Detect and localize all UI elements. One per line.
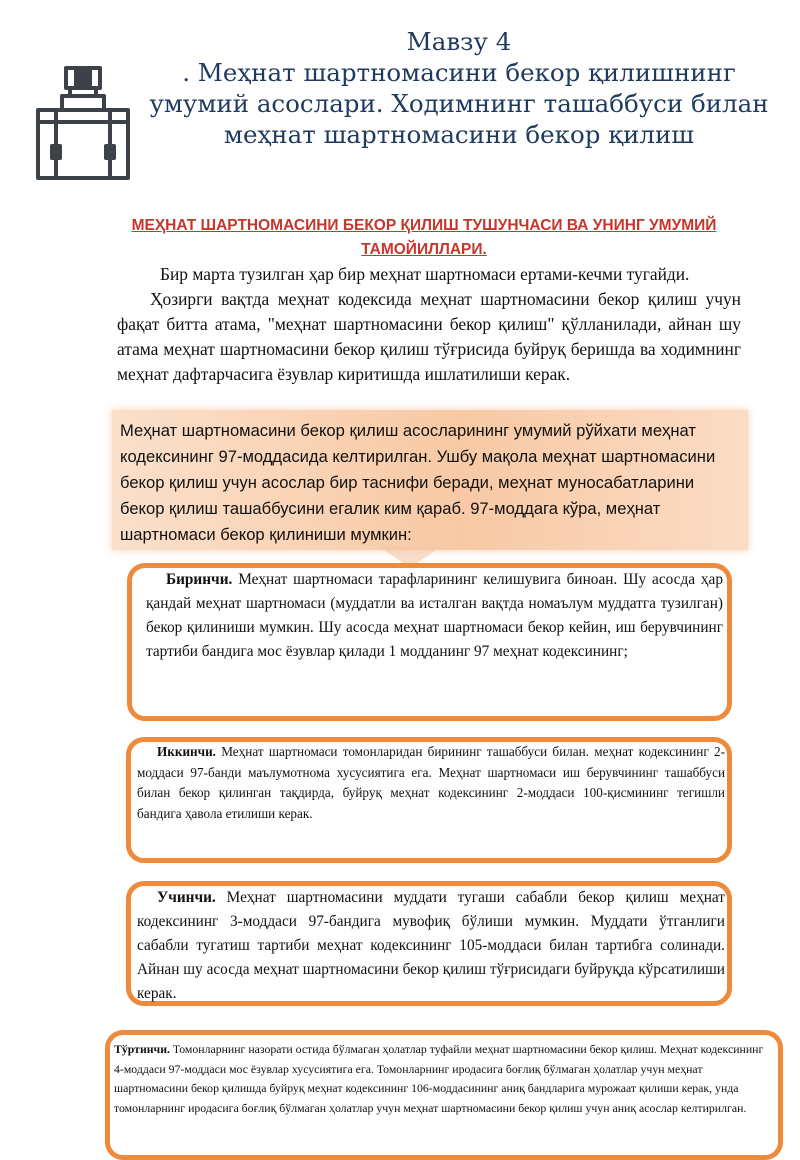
ground-text-first	[146, 568, 723, 664]
title-line-1: Мавзу 4	[406, 27, 512, 56]
title-line-2: . Меҳнат шартномасини бекор қилишнинг умумий асослари. Ходимнинг ташаббуси билан меҳнат шартномасини бекор қилиш	[149, 58, 769, 149]
callout-text: Меҳнат шартномасини бекор қилиш асосларининг умумий рўйхати меҳнат кодексининг 97-моддасида келтирилган. Ушбу мақола меҳнат шартномасини бекор қилиш учун асослар бир таснифи беради, меҳнат муносабатларини бекор қилиш ташаббусини егалик ким қараб. 97-моддага кўра, меҳнат шартномаси бекор қилиниши мумкин:	[120, 421, 716, 544]
paragraph-terminology: Ҳозирги вақтда меҳнат кодексида меҳнат шартномасини бекор қилиш учун фақат битта атама, "меҳнат шартномасини бекор қилиш" қўлланилади, айнан шу атама меҳнат шартномасини бекор қилиш тўғрисида буйруқ беришда ва ходимнинг меҳнат дафтарчасига ёзувлар киритишда ишлатилиши керак.	[117, 289, 741, 384]
ground-label-third: Учинчи.	[157, 889, 216, 906]
ground-text-third	[137, 886, 725, 1006]
ground-box-first	[127, 563, 732, 721]
ground-body-fourth: Томонларнинг назорати остида бўлмаган ҳолатлар туфайли меҳнат шартномасини бекор қилиш. Меҳнат кодексининг 4-моддаси 97-моддаси мос ёзувлар хусусиятига ега. Томонларнинг иродасига боғлиқ бўлмаган ҳолатлар учун меҳнат шартномасини бекор қилишда буйруқ меҳнат кодексининг 106-моддасининг аниқ бандларига мурожаат қилиши керак, унда томонларнинг иродасига боғлиқ бўлмаган ҳолатлар учун меҳнат шартномасини бекор қилиш учун аниқ асослар келтирилган.	[114, 1042, 764, 1115]
ground-text-second	[137, 742, 725, 824]
ground-label-second: Иккинчи.	[157, 744, 216, 759]
section-heading: МЕҲНАТ ШАРТНОМАСИНИ БЕКОР ҚИЛИШ ТУШУНЧАСИ ВА УНИНГ УМУМИЙ ТАМОЙИЛЛАРИ.	[131, 217, 717, 258]
callout-box	[112, 410, 748, 550]
ground-body-third: Меҳнат шартномасини муддати тугаши сабабли бекор қилиш меҳнат кодексининг 3-моддаси 97-бандига мувофиқ бўлиши мумкин. Муддати ўтганлиги сабабли тугатиш тартиби меҳнат кодексининг 105-моддаси билан тартибга солинади. Айнан шу асосда меҳнат шартномасини бекор қилиш тўғрисидаги буйруқда кўрсатилиши керак.	[137, 889, 725, 1002]
ground-label-fourth: Тўртинчи.	[114, 1042, 170, 1056]
ground-box-third	[126, 881, 732, 1006]
ground-label-first: Биринчи.	[166, 571, 233, 588]
ground-body-second: Меҳнат шартномаси томонларидан бирининг ташаббуси билан. меҳнат кодексининг 2-моддаси 97-банди маълумотнома хусусиятига ега. Меҳнат шартномаси иш берувчининг ташаббуси билан бекор қилинган тақдирда, буйруқ меҳнат кодексининг 2-моддаси 100-қисмининг тегишли бандига ҳавола етилиши керак.	[137, 744, 725, 821]
briefcase-icon	[32, 60, 134, 184]
ground-box-fourth	[105, 1030, 783, 1160]
paragraph-intro: Бир марта тузилган ҳар бир меҳнат шартномаси ертами-кечми тугайди.	[160, 264, 690, 284]
page-title	[140, 26, 778, 150]
ground-box-second	[126, 737, 732, 863]
ground-text-fourth	[114, 1040, 772, 1118]
ground-body-first: Меҳнат шартномаси тарафларининг келишувига биноан. Шу асосда ҳар қандай меҳнат шартномаси (муддатли ва исталган вақтда номаълум муддатга тузилган) бекор қилиниши мумкин. Шу асосда меҳнат шартномаси бекор кейин, иш берувчининг тартиби бандига мос ёзувлар қилади 1 модданинг 97 меҳнат кодексининг;	[146, 571, 723, 660]
